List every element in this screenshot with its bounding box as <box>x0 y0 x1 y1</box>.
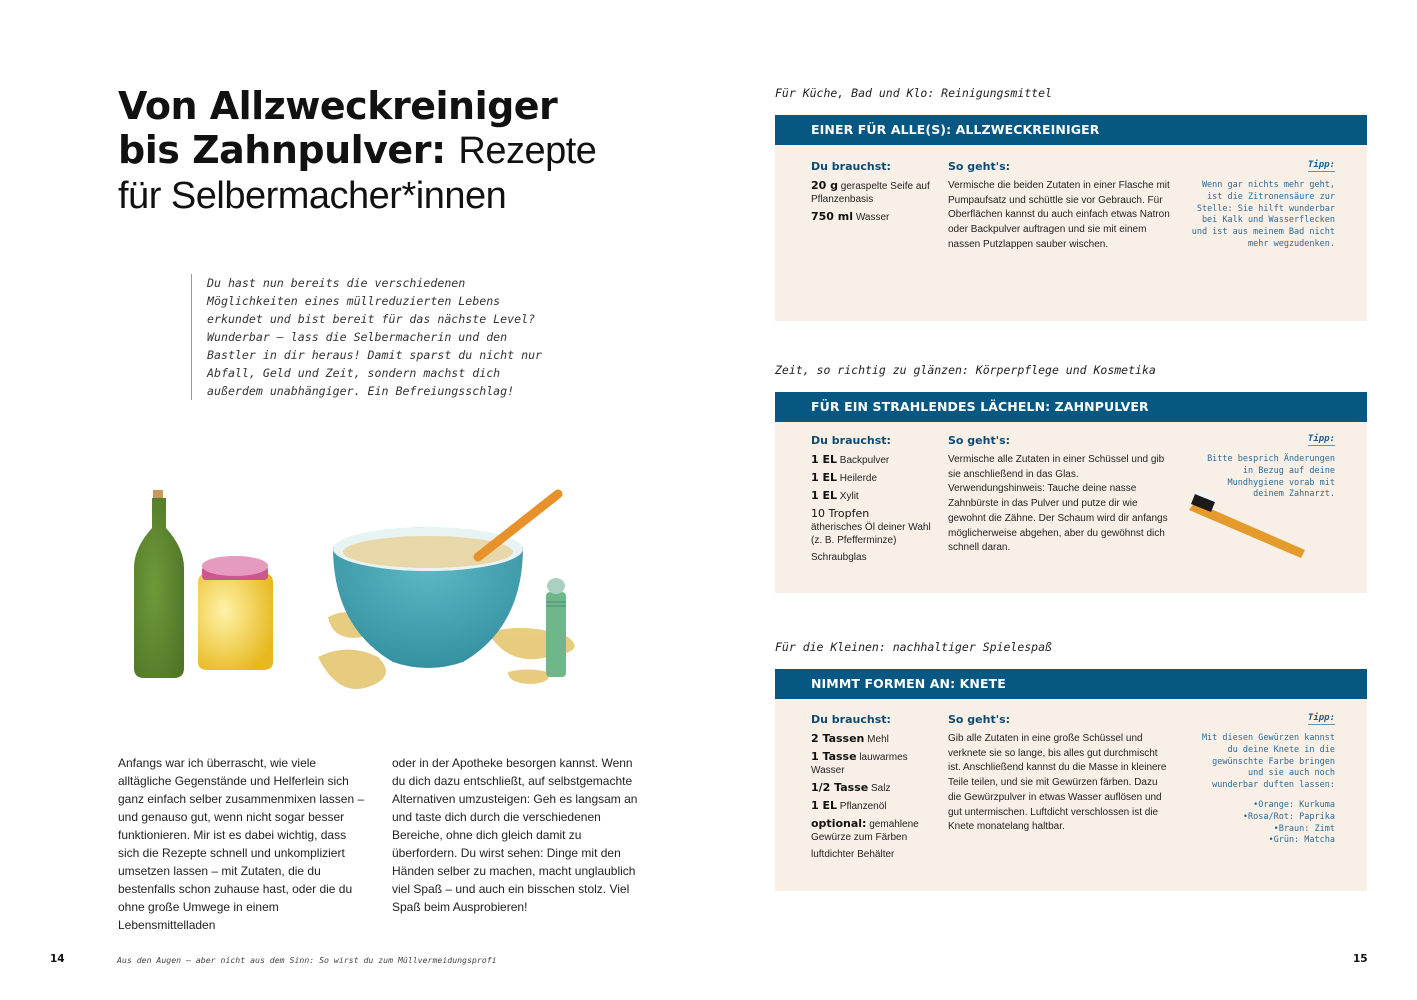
tip-text: Wenn gar nichts mehr geht, ist die Zitronensäure zur Stelle: Sie hilft wunderbar bei Kalk und Wasserflecken und ist aus meinem Bad nicht mehr wegzudenken. <box>1191 180 1335 249</box>
ingredient-item: luftdichter Behälter <box>811 849 895 860</box>
ingredient-item: 1 EL Heilerde <box>811 471 878 484</box>
section-label-body-care: Zeit, so richtig zu glänzen: Körperpflege und Kosmetika <box>775 363 1156 377</box>
ingredient-item: 1 EL Backpulver <box>811 453 890 466</box>
ingredients-heading: Du brauchst: <box>811 713 891 726</box>
ingredient-list <box>811 453 941 568</box>
page-number-left: 14 <box>50 953 65 965</box>
tip-list-item: •Braun: Zimt <box>1273 823 1335 834</box>
method-text: Vermische alle Zutaten in einer Schüssel und gib sie anschließend in das Glas. Verwendungshinweis: Tauche deine nasse Zahnbürste in das Pulver und putze dir wie gewohnt die Zähne. Der Schaum wird dir anfangs möglicherweise abgehen, aber du gewöhnst dich schnell daran. <box>948 454 1168 554</box>
recipe-card-zahnpulver <box>775 392 1367 593</box>
page-number-right: 15 <box>1353 953 1368 965</box>
method-heading: So geht's: <box>948 713 1011 726</box>
body-text-column-2: oder in der Apotheke besorgen kannst. Wenn du dich dazu entschließt, auf selbstgemachte Alternativen umzusteigen: Geh es langsam an und taste dich durch die verschiedenen Bereiche, ohne dich gleich damit zu überfordern. Du wirst sehen: Dinge mit den Händen selber zu machen, macht unglaublich viel Spaß – und auch ein bisschen stolz. Viel Spaß beim Ausprobieren! <box>392 756 638 914</box>
title-bold: Von Allzweckreiniger bis Zahnpulver: <box>118 84 558 172</box>
ingredient-item: 1 EL Pflanzenöl <box>811 799 887 812</box>
recipe-title: FÜR EIN STRAHLENDES LÄCHELN: ZAHNPULVER <box>775 392 1367 422</box>
tip-heading: Tipp: <box>1307 160 1335 170</box>
section-label-cleaning: Für Küche, Bad und Klo: Reinigungsmittel <box>775 86 1052 100</box>
tip-text: Bitte besprich Änderungen in Bezug auf deine Mundhygiene vorab mit deinem Zahnarzt. <box>1207 454 1335 500</box>
ingredient-item: Schraubglas <box>811 552 867 563</box>
ingredient-list <box>811 179 941 228</box>
body-text-column-1: Anfangs war ich überrascht, wie viele alltägliche Gegenstände und Helferlein sich ganz einfach selber zusammenmixen lassen – und genauso gut, wenn nicht sogar besser funktionieren. Mir ist es dabei wichtig, dass sich die Rezepte schnell und unkompliziert umsetzen lassen – mit Zutaten, die du bestenfalls schon zuhause hast, oder die du ohne große Umwege in einem Lebensmittelladen <box>118 756 365 932</box>
intro-quote: Du hast nun bereits die verschiedenen Möglichkeiten eines müllreduzierten Lebens erkundet und bist bereit für das nächste Level? Wunderbar – lass die Selbermacherin und den Bastler in dir heraus! Damit sparst du nicht nur Abfall, Geld und Zeit, sondern machst dich außerdem unabhängiger. Ein Befreiungsschlag! <box>191 274 551 400</box>
tip-list-item: •Grün: Matcha <box>1268 835 1335 846</box>
left-page <box>0 0 708 1000</box>
green-bottle <box>134 490 184 678</box>
title-light: Rezepte für Selbermacher*innen <box>118 130 597 217</box>
tip-color-list <box>1200 800 1335 847</box>
ingredients-heading: Du brauchst: <box>811 160 891 173</box>
section-label-kids: Für die Kleinen: nachhaltiger Spielespaß <box>775 640 1052 654</box>
tip-block <box>1200 733 1335 847</box>
ingredient-item: 20 g geraspelte Seife auf Pflanzenbasis <box>811 179 930 205</box>
ingredients-heading: Du brauchst: <box>811 434 891 447</box>
ingredient-item: 10 Tropfen ätherisches Öl deiner Wahl (z. B. Pfefferminze) <box>811 507 931 546</box>
ingredient-item: 1/2 Tasse Salz <box>811 781 891 794</box>
method-heading: So geht's: <box>948 434 1011 447</box>
running-head: Aus den Augen – aber nicht aus dem Sinn: So wirst du zum Müllvermeidungsprofi <box>117 955 497 965</box>
method-text: Vermische die beiden Zutaten in einer Flasche mit Pumpaufsatz und schüttle sie vor Gebrauch. Für Oberflächen kannst du auch einfach etwas Natron oder Backpulver auftragen und sie mit einem nassen Putzlappen sauber wischen. <box>948 180 1170 250</box>
tip-heading: Tipp: <box>1307 434 1335 444</box>
recipe-card-allzweckreiniger <box>775 115 1367 321</box>
tip-text: Mit diesen Gewürzen kannst du deine Knete in die gewünschte Farbe bringen und sie auch noch wunderbar duften lassen: <box>1201 733 1335 791</box>
tip-list-item: •Orange: Kurkuma <box>1253 799 1335 810</box>
yellow-jar <box>198 556 273 670</box>
page-title <box>118 84 598 218</box>
ingredient-list <box>811 732 941 865</box>
ingredient-item: 1 Tasse lauwarmes Wasser <box>811 750 908 776</box>
recipe-card-knete <box>775 669 1367 891</box>
ingredient-item: 750 ml Wasser <box>811 210 890 223</box>
method-heading: So geht's: <box>948 160 1011 173</box>
ingredient-item: 2 Tassen Mehl <box>811 732 889 745</box>
right-page <box>708 0 1417 1000</box>
roll-on-bottle <box>546 578 566 677</box>
tip-list-item: •Rosa/Rot: Paprika <box>1242 811 1335 822</box>
method-text: Gib alle Zutaten in eine große Schüssel und verknete sie so lange, bis alles gut durchmischt ist. Anschließend kannst du die Masse in kleinere Teile teilen, und sie mit Gewürzen färben. Dazu die Gewürzpulver in etwas Wasser auflösen und gut untermischen. Luftdicht verschlossen ist die Knete monatelang haltbar. <box>948 733 1167 833</box>
recipe-title: NIMMT FORMEN AN: KNETE <box>775 669 1367 699</box>
illustration-household-items <box>118 482 628 697</box>
tip-heading: Tipp: <box>1307 713 1335 723</box>
ingredient-item: 1 EL Xylit <box>811 489 859 502</box>
recipe-title: EINER FÜR ALLE(S): ALLZWECKREINIGER <box>775 115 1367 145</box>
ingredient-item: optional: gemahlene Gewürze zum Färben <box>811 817 919 843</box>
toothbrush-illustration <box>1183 482 1308 562</box>
